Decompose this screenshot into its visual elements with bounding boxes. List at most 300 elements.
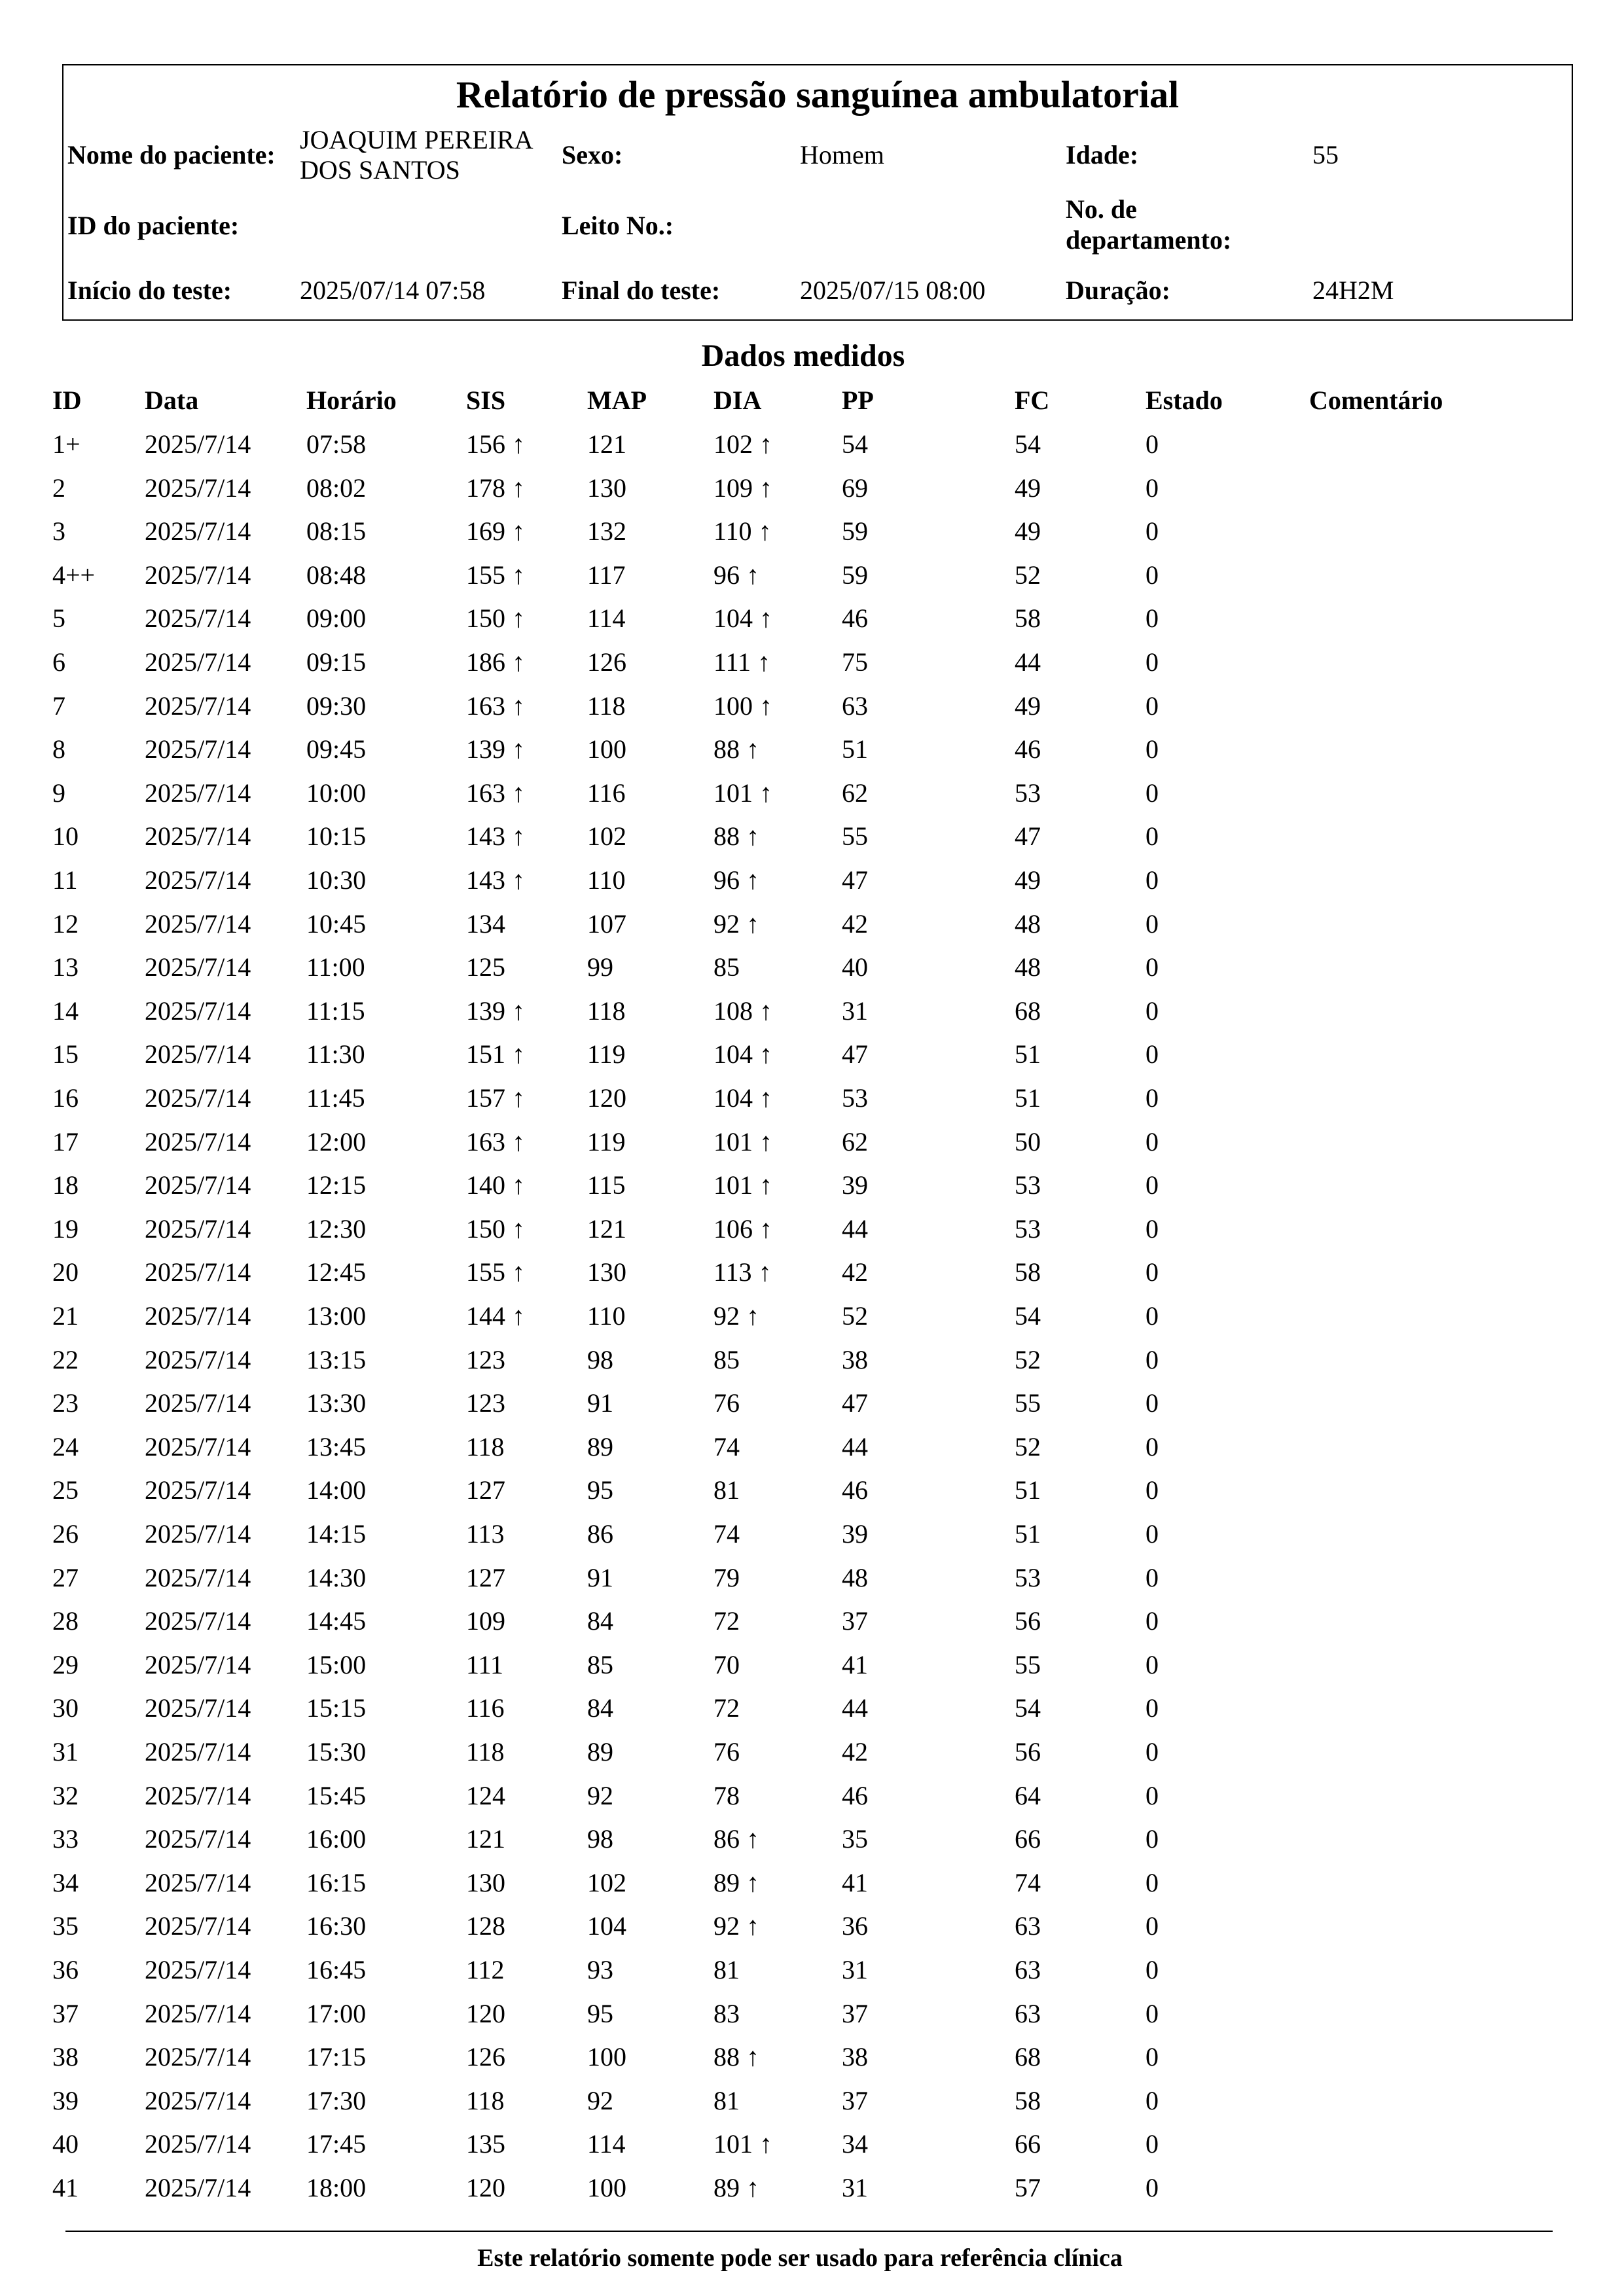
sex-value: Homem — [800, 140, 884, 170]
cell-diastolic: 79 — [713, 1563, 740, 1592]
cell-systolic: 113 — [466, 1519, 505, 1549]
cell-time: 17:00 — [306, 1999, 367, 2028]
cell-map: 99 — [587, 952, 613, 982]
cell-status: 0 — [1146, 647, 1159, 677]
cell-map: 100 — [587, 2042, 626, 2072]
cell-status: 0 — [1146, 1650, 1159, 1679]
cell-pulse-pressure: 59 — [842, 516, 868, 546]
cell-systolic: 155 ↑ — [466, 560, 525, 590]
cell-map: 121 — [587, 1214, 626, 1244]
column-header-heart-rate: FC — [1015, 386, 1050, 415]
cell-systolic: 156 ↑ — [466, 429, 525, 459]
table-row — [0, 1257, 1624, 1300]
cell-date: 2025/7/14 — [145, 1737, 251, 1767]
cell-systolic: 163 ↑ — [466, 1127, 525, 1157]
cell-diastolic: 74 — [713, 1432, 740, 1462]
cell-id: 22 — [52, 1345, 79, 1374]
cell-id: 33 — [52, 1824, 79, 1854]
cell-pulse-pressure: 41 — [842, 1868, 868, 1897]
cell-heart-rate: 57 — [1015, 2173, 1041, 2202]
cell-systolic: 186 ↑ — [466, 647, 525, 677]
cell-systolic: 118 — [466, 2086, 505, 2115]
cell-pulse-pressure: 46 — [842, 603, 868, 633]
cell-status: 0 — [1146, 778, 1159, 808]
cell-diastolic: 72 — [713, 1606, 740, 1636]
cell-systolic: 123 — [466, 1388, 505, 1418]
cell-heart-rate: 58 — [1015, 1257, 1041, 1287]
cell-time: 13:30 — [306, 1388, 367, 1418]
cell-diastolic: 101 ↑ — [713, 1170, 772, 1200]
cell-id: 18 — [52, 1170, 79, 1200]
cell-pulse-pressure: 51 — [842, 734, 868, 764]
cell-id: 14 — [52, 996, 79, 1026]
table-row — [0, 2085, 1624, 2129]
cell-id: 20 — [52, 1257, 79, 1287]
cell-date: 2025/7/14 — [145, 1781, 251, 1810]
cell-date: 2025/7/14 — [145, 691, 251, 721]
cell-systolic: 118 — [466, 1737, 505, 1767]
table-row — [0, 1954, 1624, 1998]
table-row — [0, 516, 1624, 560]
cell-date: 2025/7/14 — [145, 734, 251, 764]
test-end-label: Final do teste: — [562, 276, 721, 305]
cell-diastolic: 106 ↑ — [713, 1214, 772, 1244]
cell-date: 2025/7/14 — [145, 516, 251, 546]
cell-time: 13:15 — [306, 1345, 367, 1374]
cell-heart-rate: 74 — [1015, 1868, 1041, 1897]
cell-id: 31 — [52, 1737, 79, 1767]
cell-status: 0 — [1146, 1432, 1159, 1462]
cell-id: 8 — [52, 734, 65, 764]
cell-diastolic: 104 ↑ — [713, 1039, 772, 1069]
cell-date: 2025/7/14 — [145, 2129, 251, 2159]
cell-diastolic: 83 — [713, 1999, 740, 2028]
cell-id: 7 — [52, 691, 65, 721]
cell-id: 13 — [52, 952, 79, 982]
cell-date: 2025/7/14 — [145, 909, 251, 939]
table-row — [0, 429, 1624, 473]
cell-id: 24 — [52, 1432, 79, 1462]
cell-status: 0 — [1146, 1127, 1159, 1157]
cell-status: 0 — [1146, 1345, 1159, 1374]
cell-status: 0 — [1146, 1999, 1159, 2028]
cell-systolic: 155 ↑ — [466, 1257, 525, 1287]
cell-map: 114 — [587, 2129, 626, 2159]
cell-map: 104 — [587, 1911, 626, 1941]
cell-pulse-pressure: 42 — [842, 1737, 868, 1767]
cell-map: 93 — [587, 1955, 613, 1984]
cell-status: 0 — [1146, 1039, 1159, 1069]
cell-pulse-pressure: 31 — [842, 1955, 868, 1984]
cell-map: 92 — [587, 2086, 613, 2115]
cell-pulse-pressure: 37 — [842, 1606, 868, 1636]
cell-id: 28 — [52, 1606, 79, 1636]
cell-date: 2025/7/14 — [145, 647, 251, 677]
cell-id: 12 — [52, 909, 79, 939]
cell-time: 11:00 — [306, 952, 365, 982]
cell-status: 0 — [1146, 865, 1159, 895]
cell-status: 0 — [1146, 1955, 1159, 1984]
column-header-comment: Comentário — [1309, 386, 1443, 415]
cell-map: 126 — [587, 647, 626, 677]
cell-map: 84 — [587, 1606, 613, 1636]
cell-diastolic: 101 ↑ — [713, 778, 772, 808]
cell-status: 0 — [1146, 691, 1159, 721]
cell-pulse-pressure: 63 — [842, 691, 868, 721]
cell-time: 17:30 — [306, 2086, 367, 2115]
cell-time: 09:30 — [306, 691, 367, 721]
cell-pulse-pressure: 75 — [842, 647, 868, 677]
cell-date: 2025/7/14 — [145, 1083, 251, 1113]
cell-status: 0 — [1146, 1563, 1159, 1592]
cell-heart-rate: 48 — [1015, 952, 1041, 982]
cell-date: 2025/7/14 — [145, 865, 251, 895]
cell-time: 16:15 — [306, 1868, 367, 1897]
cell-map: 89 — [587, 1737, 613, 1767]
cell-pulse-pressure: 53 — [842, 1083, 868, 1113]
cell-pulse-pressure: 37 — [842, 1999, 868, 2028]
table-row — [0, 1083, 1624, 1126]
cell-date: 2025/7/14 — [145, 1214, 251, 1244]
cell-map: 86 — [587, 1519, 613, 1549]
cell-map: 91 — [587, 1388, 613, 1418]
cell-date: 2025/7/14 — [145, 1432, 251, 1462]
cell-date: 2025/7/14 — [145, 560, 251, 590]
table-row — [0, 908, 1624, 952]
duration-label: Duração: — [1066, 276, 1170, 305]
cell-id: 2 — [52, 473, 65, 503]
cell-date: 2025/7/14 — [145, 2173, 251, 2202]
cell-systolic: 139 ↑ — [466, 996, 525, 1026]
cell-map: 95 — [587, 1999, 613, 2028]
column-header-pulse-pressure: PP — [842, 386, 874, 415]
cell-time: 16:45 — [306, 1955, 367, 1984]
table-row — [0, 821, 1624, 865]
cell-diastolic: 92 ↑ — [713, 909, 759, 939]
cell-date: 2025/7/14 — [145, 821, 251, 851]
cell-map: 91 — [587, 1563, 613, 1592]
cell-status: 0 — [1146, 1606, 1159, 1636]
cell-status: 0 — [1146, 909, 1159, 939]
cell-id: 4++ — [52, 560, 96, 590]
cell-date: 2025/7/14 — [145, 1475, 251, 1505]
table-row — [0, 952, 1624, 996]
cell-date: 2025/7/14 — [145, 473, 251, 503]
test-start-label: Início do teste: — [67, 276, 232, 305]
cell-status: 0 — [1146, 1519, 1159, 1549]
cell-map: 110 — [587, 865, 626, 895]
cell-pulse-pressure: 38 — [842, 1345, 868, 1374]
cell-id: 6 — [52, 647, 65, 677]
cell-id: 39 — [52, 2086, 79, 2115]
cell-status: 0 — [1146, 1301, 1159, 1331]
cell-status: 0 — [1146, 560, 1159, 590]
cell-map: 95 — [587, 1475, 613, 1505]
column-header-diastolic: DIA — [713, 386, 762, 415]
cell-time: 18:00 — [306, 2173, 367, 2202]
cell-time: 15:15 — [306, 1693, 367, 1723]
cell-date: 2025/7/14 — [145, 778, 251, 808]
cell-systolic: 118 — [466, 1432, 505, 1462]
cell-heart-rate: 46 — [1015, 734, 1041, 764]
cell-systolic: 112 — [466, 1955, 505, 1984]
cell-map: 89 — [587, 1432, 613, 1462]
cell-diastolic: 85 — [713, 952, 740, 982]
cell-diastolic: 89 ↑ — [713, 2173, 759, 2202]
cell-systolic: 169 ↑ — [466, 516, 525, 546]
cell-date: 2025/7/14 — [145, 1170, 251, 1200]
cell-heart-rate: 68 — [1015, 2042, 1041, 2072]
cell-heart-rate: 53 — [1015, 1170, 1041, 1200]
cell-systolic: 143 ↑ — [466, 865, 525, 895]
cell-pulse-pressure: 69 — [842, 473, 868, 503]
cell-pulse-pressure: 44 — [842, 1214, 868, 1244]
table-row — [0, 1170, 1624, 1213]
cell-time: 14:30 — [306, 1563, 367, 1592]
cell-time: 12:30 — [306, 1214, 367, 1244]
cell-time: 09:15 — [306, 647, 367, 677]
table-row — [0, 1562, 1624, 1606]
cell-time: 10:15 — [306, 821, 367, 851]
cell-systolic: 125 — [466, 952, 505, 982]
cell-id: 9 — [52, 778, 65, 808]
cell-heart-rate: 55 — [1015, 1650, 1041, 1679]
cell-pulse-pressure: 31 — [842, 996, 868, 1026]
cell-map: 115 — [587, 1170, 626, 1200]
cell-pulse-pressure: 44 — [842, 1693, 868, 1723]
cell-diastolic: 85 — [713, 1345, 740, 1374]
cell-id: 26 — [52, 1519, 79, 1549]
cell-date: 2025/7/14 — [145, 1301, 251, 1331]
cell-heart-rate: 56 — [1015, 1737, 1041, 1767]
column-header-date: Data — [145, 386, 199, 415]
cell-systolic: 150 ↑ — [466, 1214, 525, 1244]
cell-map: 84 — [587, 1693, 613, 1723]
cell-heart-rate: 47 — [1015, 821, 1041, 851]
column-header-id: ID — [52, 386, 82, 415]
table-row — [0, 734, 1624, 778]
table-row — [0, 1823, 1624, 1867]
cell-diastolic: 96 ↑ — [713, 560, 759, 590]
cell-date: 2025/7/14 — [145, 1519, 251, 1549]
cell-map: 114 — [587, 603, 626, 633]
cell-status: 0 — [1146, 1170, 1159, 1200]
cell-pulse-pressure: 42 — [842, 909, 868, 939]
cell-heart-rate: 52 — [1015, 1345, 1041, 1374]
cell-id: 25 — [52, 1475, 79, 1505]
cell-systolic: 126 — [466, 2042, 505, 2072]
cell-pulse-pressure: 47 — [842, 1388, 868, 1418]
cell-pulse-pressure: 55 — [842, 821, 868, 851]
cell-diastolic: 86 ↑ — [713, 1824, 759, 1854]
cell-time: 11:45 — [306, 1083, 365, 1113]
section-title: Dados medidos — [701, 338, 905, 373]
cell-map: 116 — [587, 778, 626, 808]
cell-pulse-pressure: 38 — [842, 2042, 868, 2072]
cell-date: 2025/7/14 — [145, 1563, 251, 1592]
cell-pulse-pressure: 37 — [842, 2086, 868, 2115]
cell-date: 2025/7/14 — [145, 952, 251, 982]
cell-systolic: 124 — [466, 1781, 505, 1810]
cell-diastolic: 81 — [713, 2086, 740, 2115]
footer-disclaimer: Este relatório somente pode ser usado para referência clínica — [477, 2244, 1123, 2272]
cell-heart-rate: 68 — [1015, 996, 1041, 1026]
cell-map: 118 — [587, 691, 626, 721]
cell-id: 10 — [52, 821, 79, 851]
cell-map: 98 — [587, 1345, 613, 1374]
cell-systolic: 127 — [466, 1475, 505, 1505]
cell-heart-rate: 49 — [1015, 516, 1041, 546]
cell-id: 27 — [52, 1563, 79, 1592]
cell-id: 40 — [52, 2129, 79, 2159]
table-row — [0, 560, 1624, 603]
cell-status: 0 — [1146, 2086, 1159, 2115]
cell-map: 118 — [587, 996, 626, 1026]
table-row — [0, 1039, 1624, 1083]
cell-diastolic: 78 — [713, 1781, 740, 1810]
cell-systolic: 128 — [466, 1911, 505, 1941]
cell-systolic: 121 — [466, 1824, 505, 1854]
column-header-systolic: SIS — [466, 386, 506, 415]
cell-time: 13:45 — [306, 1432, 367, 1462]
table-row — [0, 1213, 1624, 1257]
cell-diastolic: 113 ↑ — [713, 1257, 772, 1287]
table-row — [0, 473, 1624, 516]
sex-label: Sexo: — [562, 140, 623, 170]
cell-diastolic: 109 ↑ — [713, 473, 772, 503]
cell-date: 2025/7/14 — [145, 2086, 251, 2115]
cell-systolic: 120 — [466, 1999, 505, 2028]
cell-date: 2025/7/14 — [145, 1388, 251, 1418]
cell-time: 14:15 — [306, 1519, 367, 1549]
cell-heart-rate: 53 — [1015, 1563, 1041, 1592]
cell-time: 08:48 — [306, 560, 367, 590]
cell-id: 32 — [52, 1781, 79, 1810]
cell-pulse-pressure: 41 — [842, 1650, 868, 1679]
cell-pulse-pressure: 47 — [842, 865, 868, 895]
cell-time: 07:58 — [306, 429, 367, 459]
cell-heart-rate: 53 — [1015, 1214, 1041, 1244]
cell-status: 0 — [1146, 429, 1159, 459]
cell-heart-rate: 51 — [1015, 1083, 1041, 1113]
cell-map: 100 — [587, 2173, 626, 2202]
patient-id-label: ID do paciente: — [67, 211, 240, 240]
cell-systolic: 127 — [466, 1563, 505, 1592]
table-row — [0, 1300, 1624, 1344]
cell-id: 3 — [52, 516, 65, 546]
cell-systolic: 144 ↑ — [466, 1301, 525, 1331]
cell-status: 0 — [1146, 1911, 1159, 1941]
cell-status: 0 — [1146, 603, 1159, 633]
cell-systolic: 130 — [466, 1868, 505, 1897]
cell-diastolic: 92 ↑ — [713, 1911, 759, 1941]
cell-heart-rate: 66 — [1015, 1824, 1041, 1854]
cell-pulse-pressure: 48 — [842, 1563, 868, 1592]
table-row — [0, 1649, 1624, 1693]
cell-heart-rate: 52 — [1015, 560, 1041, 590]
cell-id: 19 — [52, 1214, 79, 1244]
cell-systolic: 140 ↑ — [466, 1170, 525, 1200]
table-row — [0, 1475, 1624, 1518]
cell-time: 09:45 — [306, 734, 367, 764]
table-row — [0, 1693, 1624, 1736]
table-row — [0, 778, 1624, 821]
table-row — [0, 2128, 1624, 2172]
cell-id: 1+ — [52, 429, 81, 459]
cell-diastolic: 81 — [713, 1475, 740, 1505]
cell-diastolic: 89 ↑ — [713, 1868, 759, 1897]
cell-systolic: 111 — [466, 1650, 504, 1679]
cell-status: 0 — [1146, 952, 1159, 982]
cell-date: 2025/7/14 — [145, 1999, 251, 2028]
cell-time: 08:15 — [306, 516, 367, 546]
cell-pulse-pressure: 39 — [842, 1519, 868, 1549]
cell-status: 0 — [1146, 1693, 1159, 1723]
cell-time: 17:45 — [306, 2129, 367, 2159]
cell-status: 0 — [1146, 1257, 1159, 1287]
cell-id: 17 — [52, 1127, 79, 1157]
report-title: Relatório de pressão sanguínea ambulatorial — [456, 73, 1180, 116]
cell-map: 100 — [587, 734, 626, 764]
cell-diastolic: 81 — [713, 1955, 740, 1984]
cell-date: 2025/7/14 — [145, 429, 251, 459]
cell-heart-rate: 49 — [1015, 473, 1041, 503]
department-label-line2: departamento: — [1066, 225, 1232, 255]
cell-diastolic: 100 ↑ — [713, 691, 772, 721]
table-row — [0, 1388, 1624, 1431]
cell-date: 2025/7/14 — [145, 996, 251, 1026]
cell-pulse-pressure: 62 — [842, 1127, 868, 1157]
table-row — [0, 2041, 1624, 2085]
cell-time: 10:00 — [306, 778, 367, 808]
cell-diastolic: 88 ↑ — [713, 2042, 759, 2072]
cell-systolic: 135 — [466, 2129, 505, 2159]
cell-id: 36 — [52, 1955, 79, 1984]
cell-diastolic: 88 ↑ — [713, 821, 759, 851]
table-row — [0, 1910, 1624, 1954]
cell-id: 29 — [52, 1650, 79, 1679]
cell-time: 11:15 — [306, 996, 365, 1026]
cell-systolic: 151 ↑ — [466, 1039, 525, 1069]
cell-map: 107 — [587, 909, 626, 939]
cell-status: 0 — [1146, 473, 1159, 503]
cell-systolic: 150 ↑ — [466, 603, 525, 633]
cell-map: 117 — [587, 560, 626, 590]
cell-date: 2025/7/14 — [145, 1127, 251, 1157]
cell-systolic: 116 — [466, 1693, 505, 1723]
cell-id: 30 — [52, 1693, 79, 1723]
cell-diastolic: 92 ↑ — [713, 1301, 759, 1331]
cell-id: 23 — [52, 1388, 79, 1418]
cell-map: 119 — [587, 1127, 626, 1157]
cell-map: 102 — [587, 821, 626, 851]
cell-diastolic: 108 ↑ — [713, 996, 772, 1026]
cell-heart-rate: 66 — [1015, 2129, 1041, 2159]
cell-time: 16:30 — [306, 1911, 367, 1941]
cell-time: 14:00 — [306, 1475, 367, 1505]
table-row — [0, 1126, 1624, 1170]
table-row — [0, 647, 1624, 691]
cell-id: 11 — [52, 865, 78, 895]
cell-heart-rate: 63 — [1015, 1999, 1041, 2028]
cell-time: 08:02 — [306, 473, 367, 503]
test-end-value: 2025/07/15 08:00 — [800, 276, 986, 305]
cell-map: 102 — [587, 1868, 626, 1897]
cell-status: 0 — [1146, 2173, 1159, 2202]
cell-heart-rate: 52 — [1015, 1432, 1041, 1462]
cell-status: 0 — [1146, 1083, 1159, 1113]
cell-pulse-pressure: 35 — [842, 1824, 868, 1854]
